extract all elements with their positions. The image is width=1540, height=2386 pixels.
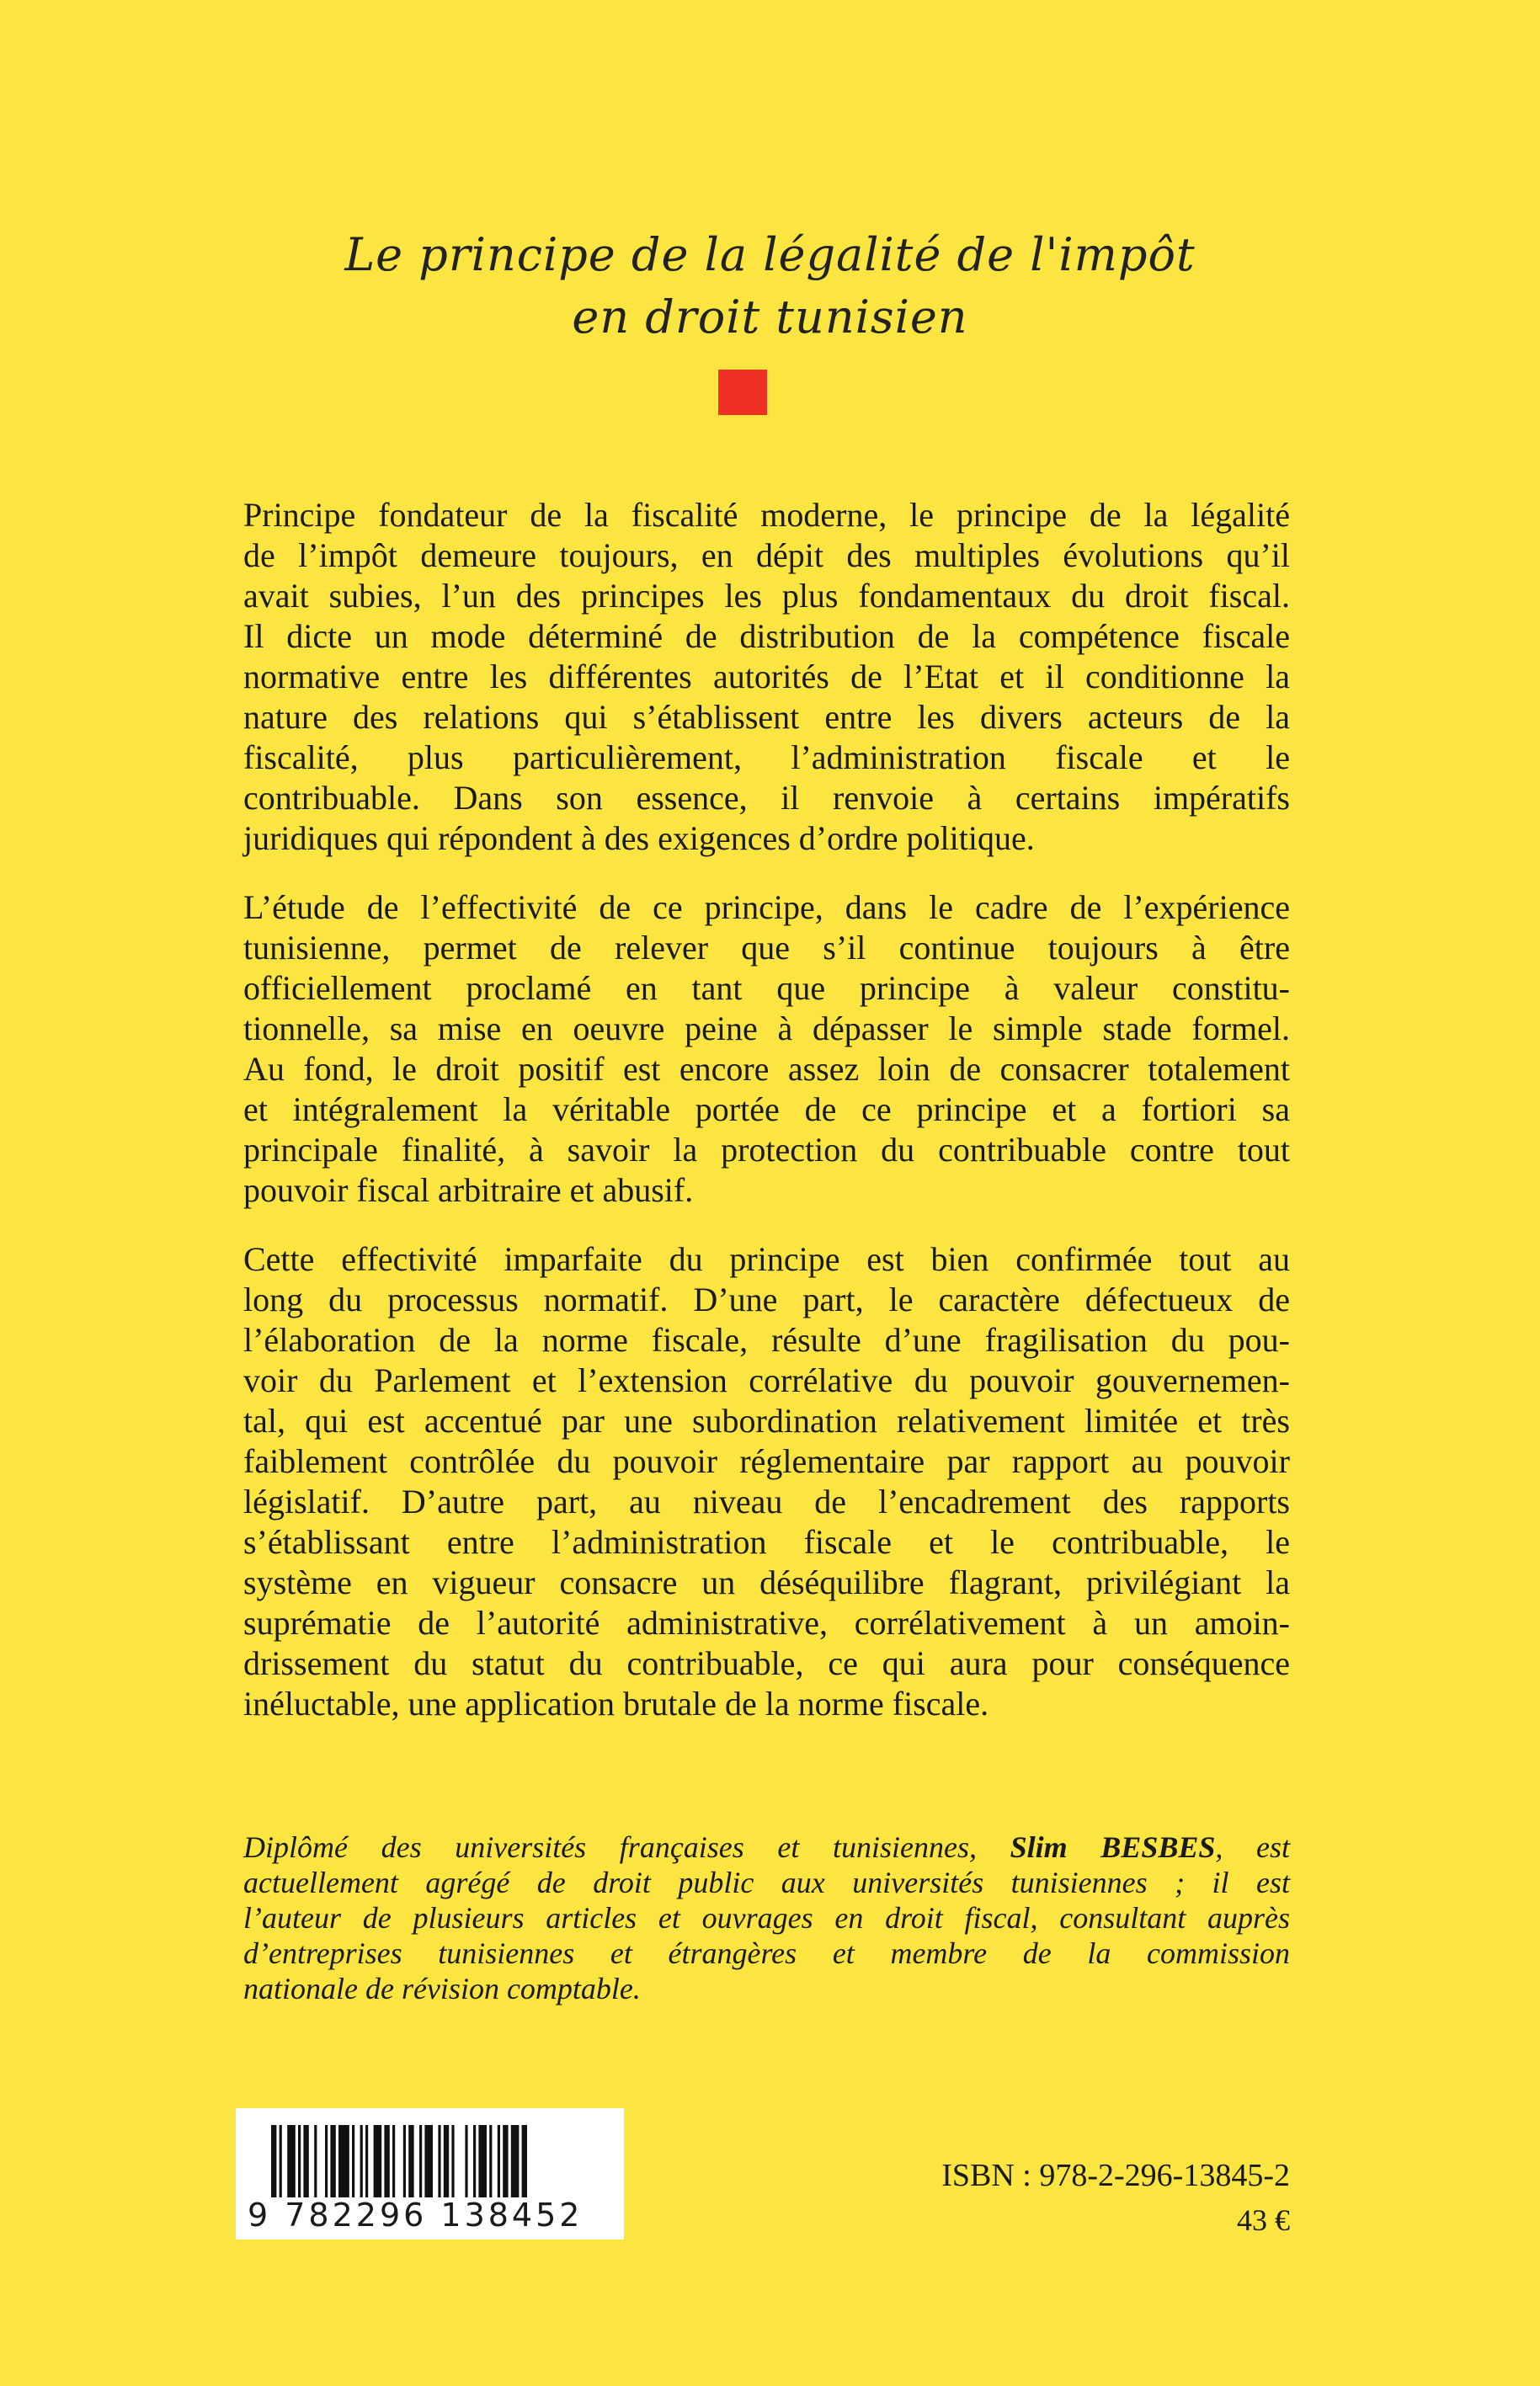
- paragraph-line: s’établissant entre l’administration fiscale et le contribuable, le: [243, 1523, 1290, 1561]
- barcode-bar: [473, 2125, 476, 2201]
- paragraph-line: tionnelle, sa mise en oeuvre peine à dépasser le simple stade formel.: [243, 1009, 1290, 1047]
- barcode-bar: [298, 2125, 301, 2201]
- barcode-bar: [424, 2125, 433, 2201]
- paragraph-line: pouvoir fiscal arbitraire et abusif.: [243, 1171, 694, 1209]
- barcode-bar: [352, 2125, 354, 2201]
- barcode-bar: [392, 2125, 395, 2201]
- paragraph-line: Principe fondateur de la fiscalité moderne, le principe de la légalité: [243, 496, 1290, 534]
- paragraph-line: l’élaboration de la norme fiscale, résulte d’une fragilisation du pou-: [243, 1321, 1290, 1359]
- barcode-bar: [522, 2125, 527, 2201]
- author-name: Slim BESBES: [1010, 1830, 1216, 1864]
- barcode-bar: [444, 2125, 449, 2201]
- barcode-bar: [314, 2125, 317, 2201]
- barcode-bar: [374, 2125, 382, 2201]
- book-title-line-1: Le principe de la légalité de l'impôt: [344, 228, 1196, 281]
- paragraph-line: Au fond, le droit positif est encore assez loin de consacrer totalement: [243, 1050, 1290, 1088]
- paragraph-line: de l’impôt demeure toujours, en dépit des multiples évolutions qu’il: [243, 536, 1290, 574]
- paragraph-line: avait subies, l’un des principes les plus fondamentaux du droit fiscal.: [243, 577, 1290, 615]
- author-bio-line: l’auteur de plusieurs articles et ouvrages en droit fiscal, consultant auprès: [243, 1901, 1290, 1935]
- paragraph-line: voir du Parlement et l’extension corrélative du pouvoir gouvernemen-: [243, 1361, 1290, 1399]
- barcode-bar: [325, 2125, 328, 2201]
- barcode-bar: [303, 2125, 308, 2201]
- barcode-bar: [478, 2125, 487, 2201]
- paragraph-line: tal, qui est accentué par une subordination relativement limitée et très: [243, 1402, 1290, 1440]
- isbn: ISBN : 978-2-296-13845-2: [941, 2158, 1290, 2193]
- barcode-digits: 9 782296 138452: [248, 2197, 583, 2234]
- summary-text: [243, 495, 1290, 1753]
- barcode-bar: [360, 2125, 363, 2201]
- paragraph-line: et intégralement la véritable portée de ce principe et a fortiori sa: [243, 1090, 1290, 1128]
- paragraph-line: normative entre les différentes autorités de l’Etat et il conditionne la: [243, 658, 1290, 695]
- paragraph-line: inéluctable, une application brutale de la norme fiscale.: [243, 1685, 989, 1723]
- paragraph-line: long du processus normatif. D’une part, le caractère défectueux de: [243, 1281, 1290, 1318]
- paragraph-line: Cette effectivité imparfaite du principe est bien confirmée tout au: [243, 1240, 1290, 1278]
- summary-paragraph-1: [243, 495, 1290, 859]
- paragraph-line: officiellement proclamé en tant que principe à valeur constitu-: [243, 969, 1290, 1007]
- barcode-bar: [287, 2125, 296, 2201]
- barcode-bar: [384, 2125, 389, 2201]
- paragraph-line: tunisienne, permet de relever que s’il continue toujours à être: [243, 929, 1290, 967]
- author-bio-text: , est: [1215, 1830, 1291, 1864]
- summary-paragraph-3: [243, 1239, 1290, 1724]
- author-bio-line: actuellement agrégé de droit public aux universités tunisiennes ; il est: [243, 1866, 1290, 1899]
- barcode-bar: [498, 2125, 500, 2201]
- barcode-bar: [403, 2125, 406, 2201]
- barcode-bar: [438, 2125, 440, 2201]
- paragraph-line: L’étude de l’effectivité de ce principe, dans le cadre de l’expérience: [243, 888, 1290, 926]
- barcode-bar: [465, 2125, 467, 2201]
- barcode: [236, 2108, 624, 2240]
- author-bio: [243, 1829, 1290, 2006]
- paragraph-line: faiblement contrôlée du pouvoir réglementaire par rapport au pouvoir: [243, 1442, 1290, 1480]
- paragraph-line: juridiques qui répondent à des exigences d’ordre politique.: [243, 819, 1035, 857]
- paragraph-line: fiscalité, plus particulièrement, l’administration fiscale et le: [243, 738, 1290, 776]
- author-bio-line: nationale de révision comptable.: [243, 1972, 641, 2005]
- barcode-bar: [271, 2125, 276, 2201]
- paragraph-line: nature des relations qui s’établissent entre les divers acteurs de la: [243, 698, 1290, 736]
- barcode-bar: [338, 2125, 349, 2201]
- paragraph-line: drissement du statut du contribuable, ce qui aura pour conséquence: [243, 1644, 1290, 1682]
- paragraph-line: système en vigueur consacre un déséquilibre flagrant, privilégiant la: [243, 1563, 1290, 1601]
- paragraph-line: Il dicte un mode déterminé de distribution de la compétence fiscale: [243, 617, 1290, 655]
- book-title-line-2: en droit tunisien: [572, 290, 968, 344]
- red-square-ornament: [718, 370, 767, 415]
- barcode-bar: [503, 2125, 508, 2201]
- barcode-bar: [365, 2125, 368, 2201]
- price: 43 €: [1237, 2203, 1290, 2237]
- paragraph-line: suprématie de l’autorité administrative, corrélativement à un amoin-: [243, 1604, 1290, 1642]
- barcode-bar: [489, 2125, 492, 2201]
- barcode-bar: [451, 2125, 454, 2201]
- barcode-bar: [408, 2125, 413, 2201]
- author-bio-line: d’entreprises tunisiennes et étrangères et membre de la commission: [243, 1936, 1290, 1970]
- paragraph-line: législatif. D’autre part, au niveau de l’encadrement des rapports: [243, 1483, 1290, 1521]
- barcode-bar: [280, 2125, 282, 2201]
- paragraph-line: contribuable. Dans son essence, il renvoie à certains impératifs: [243, 779, 1290, 817]
- author-bio-text: Diplômé des universités françaises et tunisiennes,: [243, 1830, 978, 1864]
- barcode-bar: [330, 2125, 335, 2201]
- summary-paragraph-2: [243, 887, 1290, 1211]
- paragraph-line: principale finalité, à savoir la protection du contribuable contre tout: [243, 1131, 1290, 1169]
- barcode-bar: [419, 2125, 422, 2201]
- barcode-bar: [511, 2125, 520, 2201]
